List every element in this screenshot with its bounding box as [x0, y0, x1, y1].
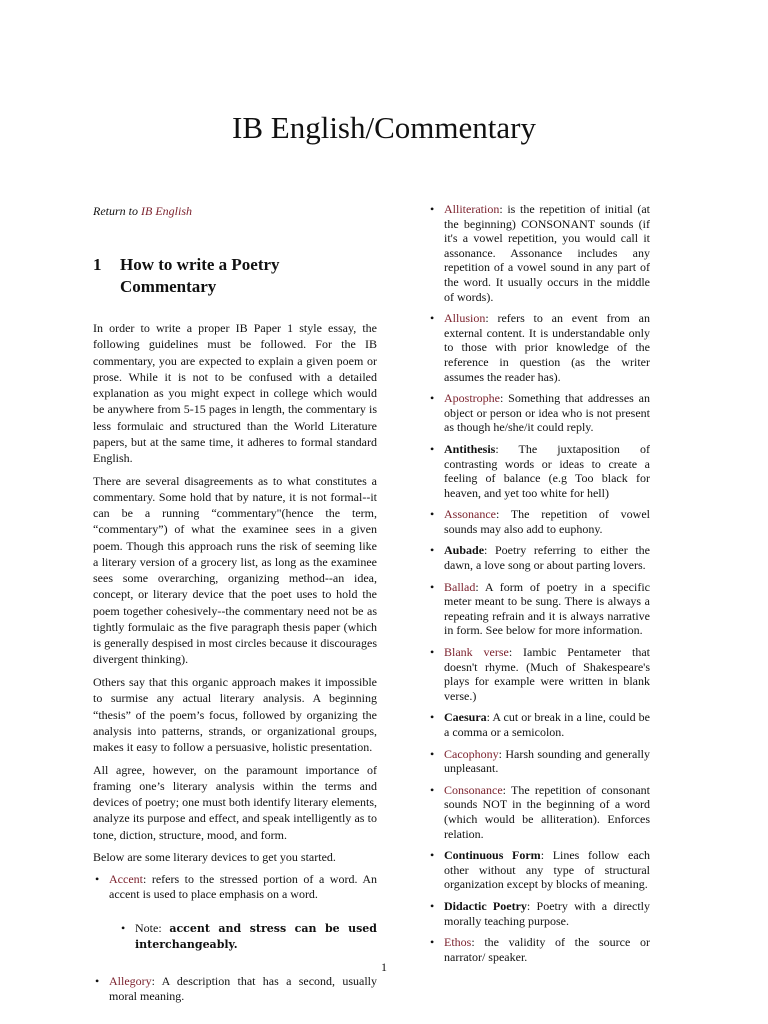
page-number: 1 [381, 960, 387, 974]
bullet-icon: • [121, 921, 126, 936]
section-title: How to write a Poetry Commentary [120, 255, 280, 296]
term-link-allegory[interactable]: Allegory [109, 974, 152, 989]
device-item-allegory [93, 974, 377, 1003]
device-item-continuous-form [428, 848, 650, 892]
section-number: 1 [93, 255, 102, 274]
return-prefix: Return to [93, 204, 138, 218]
bullet-icon: • [430, 202, 435, 216]
paragraph: All agree, however, on the paramount importance of framing one’s literary analysis within the terms and devices of poetry; one must both identify literary elements, analyze its purpose and effect, and speak intelligently as to tone, diction, structure, mood, and form. [93, 762, 377, 842]
section-heading [93, 254, 377, 298]
device-definition: : is the repetition of initial (at the beginning) CONSONANT sounds (if it's a vowel repetition, you would call it assonance. Assonance includes any repetition of a vowel sound in any part of the word. It usually occurs in the middle of words). [444, 202, 650, 304]
term-link-alliteration[interactable]: Alliteration [444, 202, 500, 216]
device-definition: : Something that addresses an object or person or idea who is not present as though he/she/it could reply. [444, 391, 650, 435]
paragraph: In order to write a proper IB Paper 1 style essay, the following guidelines must be followed. For the IB commentary, you are expected to explain a given poem or prose. While it is not to be confused with a detailed explanation as you might expect in college which would be anywhere from 5-15 pages in length, the commentary is less formulaic and structured than the World Literature papers, but at the same time, it adheres to formal standard English. [93, 321, 377, 465]
note-text: accent and stress can be used interchangeably. [135, 922, 377, 951]
bullet-icon: • [430, 848, 435, 863]
device-item-caesura [428, 710, 650, 739]
bullet-icon: • [430, 311, 435, 326]
device-definition: : refers to an event from an external content. It is understandable only to those with prior knowledge of the reference in question (as the writer assumes the reader has). [444, 311, 650, 384]
note-list [119, 921, 377, 952]
term-link-blank-verse[interactable]: Blank verse [444, 645, 509, 660]
bullet-icon: • [430, 935, 435, 950]
device-item-antithesis [428, 442, 650, 500]
bullet-icon: • [430, 543, 435, 558]
device-item-aubade [428, 543, 650, 572]
term-didactic-poetry: Didactic Poetry [444, 898, 527, 913]
device-definition: : Lines follow each other without any type of structural organization except by blocks of meaning. [444, 848, 650, 892]
device-definition: : A description that has a second, usually moral meaning. [109, 974, 377, 1003]
device-definition: : A cut or break in a line, could be a comma or a semicolon. [444, 710, 650, 739]
device-definition: : Poetry with a directly morally teaching purpose. [444, 898, 650, 928]
term-link-assonance[interactable]: Assonance [444, 507, 496, 522]
device-item-blank-verse [428, 645, 650, 703]
paragraph: Others say that this organic approach makes it impossible to surmise any actual literary analysis. A beginning “thesis” of the poem’s focus, followed by organizing the analysis into patterns, strands, or organizational groups, makes it easy to follow a persuasive, holistic presentation. [93, 675, 377, 755]
term-link-consonance[interactable]: Consonance [444, 782, 503, 797]
note-item [119, 921, 377, 952]
return-line [93, 204, 377, 219]
right-device-list [428, 202, 650, 964]
ib-english-link[interactable]: IB English [141, 204, 192, 218]
bullet-icon: • [430, 579, 435, 594]
paragraph: Below are some literary devices to get you started. [93, 850, 336, 865]
bullet-icon: • [430, 898, 435, 913]
right-column [428, 202, 650, 971]
term-link-ethos[interactable]: Ethos [444, 935, 472, 950]
term-continuous-form: Continuous Form [444, 848, 541, 863]
device-item-consonance [428, 783, 650, 841]
device-item-apostrophe [428, 391, 650, 435]
bullet-icon: • [430, 645, 435, 660]
bullet-icon: • [430, 391, 435, 406]
term-link-accent[interactable]: Accent [109, 871, 143, 886]
device-item-assonance [428, 507, 650, 536]
term-link-cacophony[interactable]: Cacophony [444, 746, 499, 761]
paragraph: There are several disagreements as to what constitutes a commentary. Some hold that by nature, it is not formal--it can be a running “commentary"(hence the term, “commentary”) of what the examinee sees in a given poem. Though this approach runs the risk of seeming like a literary version of a grocery list, as long as the examinee sees some overarching, organizing method--an idea, concept, or literary device that the poet uses to hold the poem together cohesively--the commentary need not be as tightly formulaic as the five paragraph thesis paper (which is generally despised in most circles because it discourages divergent thinking). [93, 473, 377, 667]
device-definition: : the validity of the source or narrator/ speaker. [444, 935, 650, 964]
device-item-accent [93, 872, 377, 952]
device-item-alliteration [428, 202, 650, 304]
device-item-didactic-poetry [428, 899, 650, 928]
term-link-apostrophe[interactable]: Apostrophe [444, 391, 500, 406]
device-definition: : Iambic Pentameter that doesn't rhyme. (Much of Shakespeare's plays for example were written in blank verse.) [444, 645, 651, 703]
bullet-icon: • [95, 974, 100, 989]
term-aubade: Aubade [444, 543, 485, 558]
device-item-allusion [428, 311, 650, 384]
bullet-icon: • [95, 871, 100, 886]
device-definition: : Poetry referring to either the dawn, a love song or about parting lovers. [444, 543, 650, 573]
bullet-icon: • [430, 782, 435, 797]
page-title: IB English/Commentary [232, 110, 536, 145]
device-definition: : refers to the stressed portion of a word. An accent is used to place emphasis on a word. [109, 871, 377, 901]
left-device-list [93, 872, 377, 1004]
device-definition: : The repetition of vowel sounds may also add to euphony. [444, 507, 650, 536]
left-column [93, 202, 377, 1011]
bullet-icon: • [430, 746, 435, 761]
term-caesura: Caesura [444, 710, 487, 725]
term-antithesis: Antithesis [444, 441, 496, 456]
device-item-ballad [428, 580, 650, 638]
device-definition: : The juxtaposition of contrasting words or ideas to create a feeling of balance (e.g Too black for heaven, and yet too white for hell) [444, 441, 650, 500]
device-definition: : The repetition of consonant sounds NOT in the beginning of a word (which would be alliteration). Enforces relation. [444, 782, 650, 841]
device-item-cacophony [428, 747, 650, 776]
bullet-icon: • [430, 507, 435, 522]
device-definition: : Harsh sounding and generally unpleasant. [444, 746, 650, 776]
term-link-ballad[interactable]: Ballad [444, 579, 476, 594]
bullet-icon: • [430, 441, 435, 456]
bullet-icon: • [430, 710, 435, 725]
term-link-allusion[interactable]: Allusion [444, 311, 486, 326]
note-label: Note: [135, 921, 162, 936]
device-definition: : A form of poetry in a specific meter meant to be sung. There is always a repeating refrain and it is always narrative in form. See below for more information. [444, 579, 650, 638]
